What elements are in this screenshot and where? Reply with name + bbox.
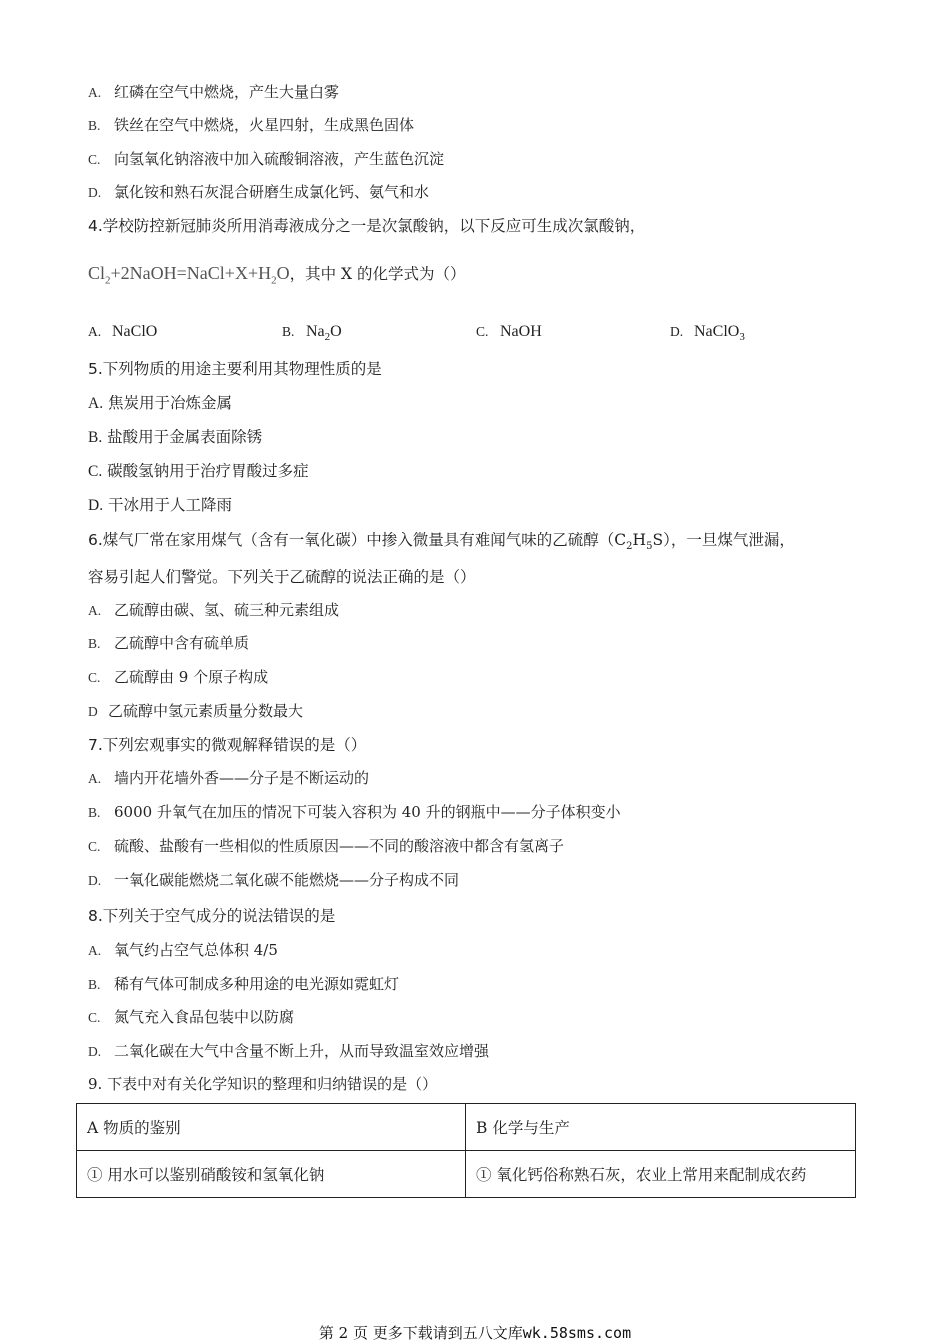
- page-number: 第 2 页: [318, 1324, 368, 1342]
- q3-option-c: C. 向氢氧化钠溶液中加入硫酸铜溶液，产生蓝色沉淀: [88, 150, 445, 168]
- q7-option-d: D. 一氧化碳能燃烧二氧化碳不能燃烧——分子构成不同: [88, 871, 460, 889]
- q3-option-a: A. 红磷在空气中燃烧，产生大量白雾: [88, 83, 340, 101]
- q6-stem-line2: 容易引起人们警觉。下列关于乙硫醇的说法正确的是（）: [88, 568, 476, 586]
- q8-option-b: B. 稀有气体可制成多种用途的电光源如霓虹灯: [88, 975, 400, 993]
- q4-stem: 4.学校防控新冠肺炎所用消毒液成分之一是次氯酸钠，以下反应可生成次氯酸钠，: [88, 217, 646, 235]
- footer-site-link[interactable]: wk.58sms.com: [522, 1324, 632, 1342]
- q7-option-a: A. 墙内开花墙外香——分子是不断运动的: [88, 769, 370, 787]
- q4-choice-c: C. NaOH: [476, 323, 542, 340]
- table-row: [77, 1151, 856, 1198]
- table-header-cell-b: B 化学与生产: [466, 1104, 856, 1151]
- table-cell: ① 氧化钙俗称熟石灰，农业上常用来配制成农药: [466, 1151, 856, 1198]
- table-cell: ① 用水可以鉴别硝酸铵和氢氧化钠: [77, 1151, 466, 1198]
- q6-option-a: A. 乙硫醇由碳、氢、硫三种元素组成: [88, 601, 340, 619]
- q4-choice-a: A. NaClO: [88, 323, 158, 340]
- footer-text: 更多下载请到五八文库: [372, 1324, 523, 1342]
- q9-table: [76, 1103, 856, 1198]
- q4-formula: $Cl_2+2NaOH=NaCl+X+H_2O$，其中 X 的化学式为（）: [88, 263, 466, 287]
- q6-option-b: B. 乙硫醇中含有硫单质: [88, 634, 250, 652]
- q6-option-c: C. 乙硫醇由 9 个原子构成: [88, 668, 269, 686]
- q8-option-c: C. 氮气充入食品包装中以防腐: [88, 1008, 295, 1026]
- q3-option-d: D. 氯化铵和熟石灰混合研磨生成氯化钙、氨气和水: [88, 183, 430, 201]
- q8-option-a: A. 氧气约占空气总体积 4/5: [88, 941, 278, 959]
- q8-stem: 8.下列关于空气成分的说法错误的是: [88, 907, 336, 925]
- q5-option-b: B. 盐酸用于金属表面除锈: [88, 428, 263, 446]
- q4-choice-b: B. $Na_2O$: [282, 323, 342, 344]
- table-header-row: [77, 1104, 856, 1151]
- q5-option-c: C. 碳酸氢钠用于治疗胃酸过多症: [88, 462, 309, 480]
- q5-stem: 5.下列物质的用途主要利用其物理性质的是: [88, 360, 382, 378]
- q7-option-b: B. 6000 升氧气在加压的情况下可装入容积为 40 升的钢瓶中——分子体积变小: [88, 803, 621, 821]
- q6-option-d: D 乙硫醇中氢元素质量分数最大: [88, 702, 304, 720]
- q8-option-d: D. 二氧化碳在大气中含量不断上升，从而导致温室效应增强: [88, 1042, 490, 1060]
- q9-stem: 9. 下表中对有关化学知识的整理和归纳错误的是（）: [88, 1075, 438, 1093]
- q4-choice-d: D. NaClO$_3$: [670, 323, 745, 344]
- q5-option-d: D. 干冰用于人工降雨: [88, 496, 233, 514]
- page-footer: [0, 1322, 950, 1343]
- q5-option-a: A. 焦炭用于冶炼金属: [88, 394, 233, 412]
- q6-stem-line1: 6.煤气厂常在家用煤气（含有一氧化碳）中掺入微量具有难闻气味的乙硫醇$(C_2H_5S)$，一旦煤气泄漏，: [88, 531, 795, 553]
- table-header-cell-a: A 物质的鉴别: [77, 1104, 466, 1151]
- q7-stem: 7.下列宏观事实的微观解释错误的是（）: [88, 736, 367, 754]
- q3-option-b: B. 铁丝在空气中燃烧，火星四射，生成黑色固体: [88, 116, 415, 134]
- q7-option-c: C. 硫酸、盐酸有一些相似的性质原因——不同的酸溶液中都含有氢离子: [88, 837, 565, 855]
